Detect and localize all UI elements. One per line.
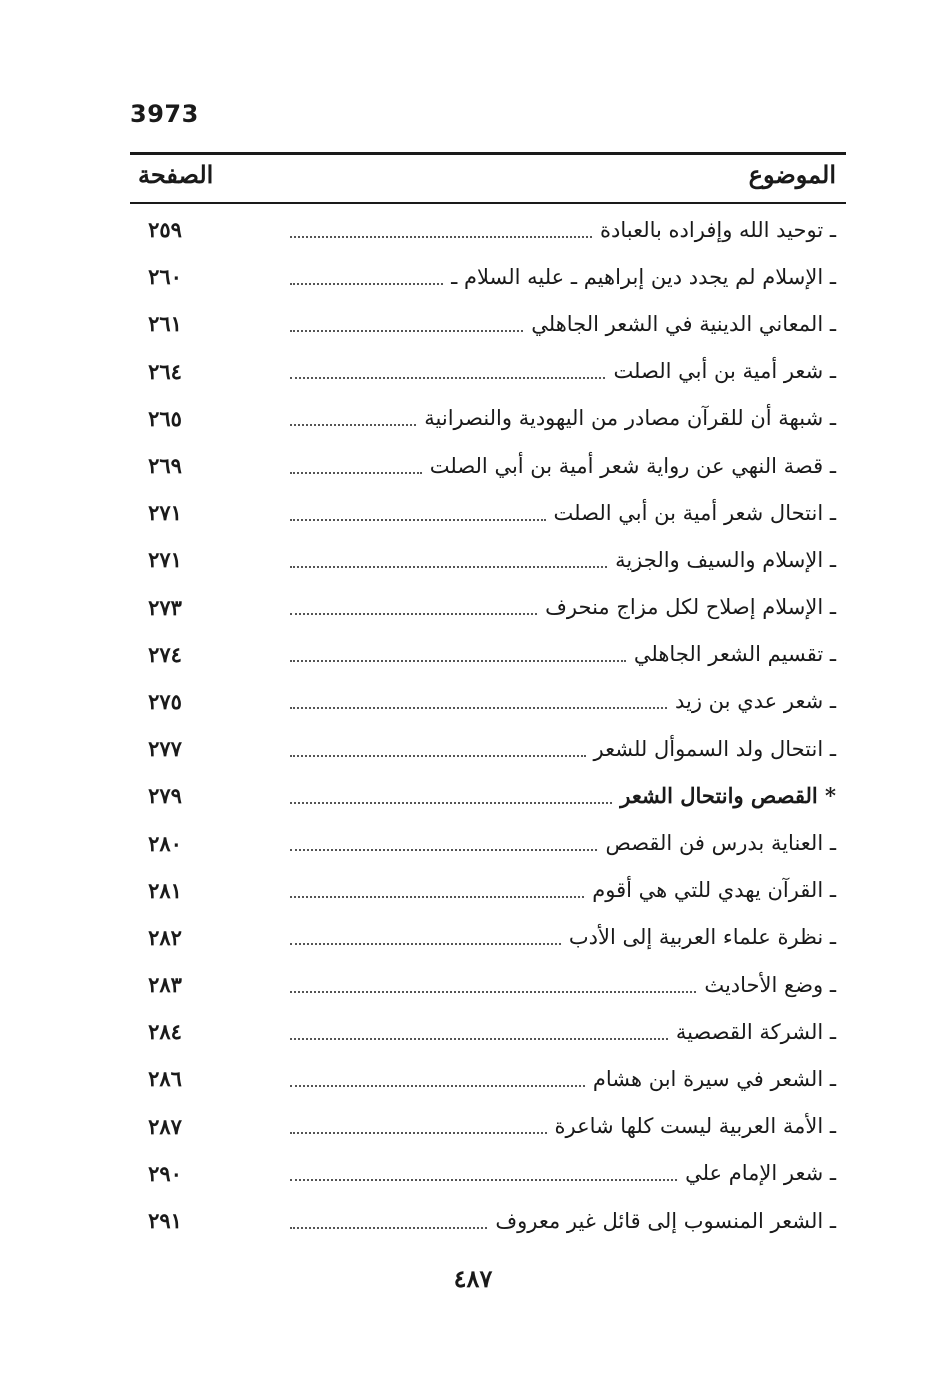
dot-leader bbox=[290, 751, 586, 757]
dot-leader bbox=[290, 703, 667, 709]
toc-row bbox=[130, 725, 846, 772]
toc-row bbox=[130, 1150, 846, 1197]
toc-row bbox=[130, 348, 846, 395]
dot-leader bbox=[290, 987, 696, 993]
page-column-heading: الصفحة bbox=[138, 160, 214, 189]
dot-leader bbox=[290, 656, 626, 662]
toc-entry-title: ـ شعر عدي بن زيد bbox=[675, 689, 836, 714]
page-number: ٤٨٧ bbox=[453, 1264, 493, 1293]
dot-leader bbox=[290, 326, 523, 332]
toc-entry-title: ـ تقسيم الشعر الجاهلي bbox=[633, 642, 836, 667]
toc-row bbox=[130, 206, 846, 253]
toc-entry-title: ـ القرآن يهدي للتي هي أقوم bbox=[592, 878, 836, 903]
dot-leader bbox=[290, 515, 546, 521]
toc-row bbox=[130, 1103, 846, 1150]
toc-row bbox=[130, 631, 846, 678]
dot-leader bbox=[290, 1223, 487, 1229]
dot-leader bbox=[290, 373, 605, 379]
topic-column-heading: الموضوع bbox=[748, 160, 836, 189]
toc-entry-title: ـ توحيد الله وإفراده بالعبادة bbox=[600, 217, 836, 242]
dot-leader bbox=[290, 420, 416, 426]
toc-entry-title: ـ الأمة العربية ليست كلها شاعرة bbox=[554, 1114, 836, 1139]
toc-entry-page: ٢٧١ bbox=[148, 547, 182, 573]
toc-entry-page: ٢٨١ bbox=[148, 877, 182, 903]
toc-entry-page: ٢٨٤ bbox=[148, 1019, 182, 1045]
toc-entry-page: ٢٥٩ bbox=[148, 217, 182, 243]
table-of-contents bbox=[130, 206, 846, 1244]
dot-leader bbox=[290, 798, 612, 804]
toc-row bbox=[130, 536, 846, 583]
toc-row bbox=[130, 961, 846, 1008]
toc-entry-page: ٢٦١ bbox=[148, 311, 182, 337]
header-bottom-rule bbox=[130, 202, 846, 204]
toc-entry-page: ٢٩٠ bbox=[148, 1160, 182, 1186]
toc-entry-page: ٢٧٥ bbox=[148, 688, 182, 714]
toc-entry-page: ٢٦٩ bbox=[148, 453, 182, 479]
toc-row bbox=[130, 1008, 846, 1055]
toc-entry-page: ٢٨٠ bbox=[148, 830, 182, 856]
toc-entry-title: ـ شعر أمية بن أبي الصلت bbox=[613, 359, 836, 384]
toc-entry-title: ـ الشركة القصصية bbox=[675, 1019, 836, 1044]
toc-entry-title: ـ المعاني الدينية في الشعر الجاهلي bbox=[531, 311, 836, 336]
toc-entry-title: ـ الشعر في سيرة ابن هشام bbox=[592, 1066, 836, 1091]
toc-entry-title: ـ قصة النهي عن رواية شعر أمية بن أبي الصلت bbox=[429, 453, 836, 478]
toc-entry-page: ٢٦٠ bbox=[148, 264, 182, 290]
toc-entry-title: ـ الإسلام إصلاح لكل مزاج منحرف bbox=[545, 595, 836, 620]
toc-header bbox=[130, 158, 846, 200]
dot-leader bbox=[290, 845, 597, 851]
toc-entry-title: ـ الإسلام والسيف والجزية bbox=[615, 547, 836, 572]
dot-leader bbox=[290, 892, 584, 898]
toc-entry-title: ـ انتحال شعر أمية بن أبي الصلت bbox=[553, 500, 836, 525]
dot-leader bbox=[290, 1128, 547, 1134]
header-top-rule bbox=[130, 152, 846, 155]
toc-row bbox=[130, 678, 846, 725]
toc-entry-page: ٢٧٣ bbox=[148, 594, 182, 620]
dot-leader bbox=[290, 232, 592, 238]
toc-entry-page: ٢٨٧ bbox=[148, 1113, 182, 1139]
dot-leader bbox=[290, 468, 422, 474]
toc-entry-page: ٢٧١ bbox=[148, 500, 182, 526]
toc-entry-page: ٢٨٦ bbox=[148, 1066, 182, 1092]
toc-row bbox=[130, 819, 846, 866]
toc-entry-page: ٢٧٩ bbox=[148, 783, 182, 809]
toc-entry-page: ٢٩١ bbox=[148, 1208, 182, 1234]
toc-entry-title: * القصص وانتحال الشعر bbox=[620, 783, 836, 809]
corner-number: 3973 bbox=[130, 100, 199, 128]
dot-leader bbox=[290, 562, 607, 568]
toc-row bbox=[130, 914, 846, 961]
toc-entry-page: ٢٦٥ bbox=[148, 405, 182, 431]
toc-row bbox=[130, 442, 846, 489]
dot-leader bbox=[290, 1175, 677, 1181]
toc-entry-title: ـ انتحال ولد السموأل للشعر bbox=[593, 736, 836, 761]
dot-leader bbox=[290, 609, 537, 615]
dot-leader bbox=[290, 1034, 668, 1040]
toc-entry-page: ٢٨٢ bbox=[148, 924, 182, 950]
toc-section-row bbox=[130, 772, 846, 819]
toc-row bbox=[130, 1197, 846, 1244]
toc-row bbox=[130, 489, 846, 536]
toc-row bbox=[130, 300, 846, 347]
toc-row bbox=[130, 395, 846, 442]
dot-leader bbox=[290, 1081, 585, 1087]
toc-entry-page: ٢٧٧ bbox=[148, 736, 182, 762]
dot-leader bbox=[290, 279, 443, 285]
dot-leader bbox=[290, 939, 561, 945]
toc-entry-page: ٢٧٤ bbox=[148, 641, 182, 667]
toc-entry-title: ـ شعر الإمام علي bbox=[685, 1161, 836, 1186]
toc-row bbox=[130, 867, 846, 914]
toc-row bbox=[130, 584, 846, 631]
toc-entry-title: ـ وضع الأحاديث bbox=[704, 972, 836, 997]
toc-row bbox=[130, 1055, 846, 1102]
toc-entry-title: ـ العناية بدرس فن القصص bbox=[605, 831, 836, 856]
toc-entry-page: ٢٨٣ bbox=[148, 972, 182, 998]
toc-entry-title: ـ الإسلام لم يجدد دين إبراهيم ـ عليه السلام ـ bbox=[451, 264, 836, 289]
toc-row bbox=[130, 253, 846, 300]
toc-entry-title: ـ نظرة علماء العربية إلى الأدب bbox=[568, 925, 836, 950]
toc-entry-title: ـ شبهة أن للقرآن مصادر من اليهودية والنصرانية bbox=[424, 406, 836, 431]
toc-entry-title: ـ الشعر المنسوب إلى قائل غير معروف bbox=[495, 1208, 836, 1233]
toc-entry-page: ٢٦٤ bbox=[148, 358, 182, 384]
